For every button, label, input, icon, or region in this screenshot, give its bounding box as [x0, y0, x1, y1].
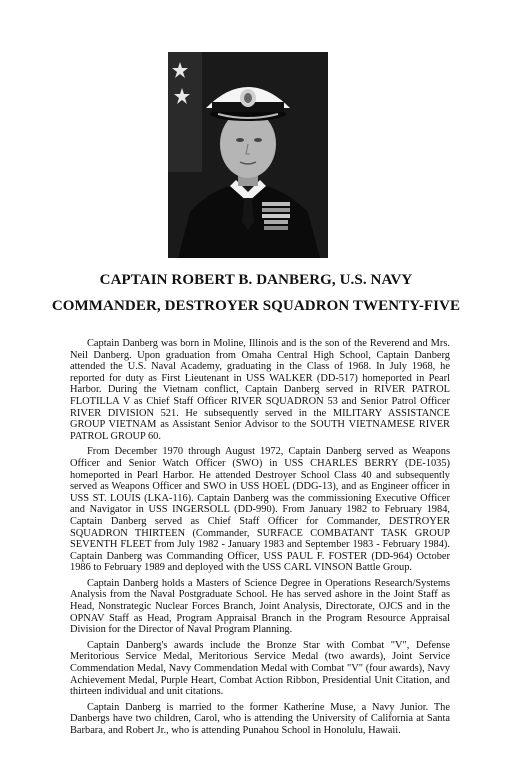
biography-body	[70, 338, 450, 741]
heading-name-line: CAPTAIN ROBERT B. DANBERG, U.S. NAVY	[99, 272, 413, 288]
paragraph-family: Captain Danberg is married to the former Katherine Muse, a Navy Junior. The Danbergs have two children, Carol, who is attending the University of California at Santa Barbara, and Robert Jr., who is attending Punahou School in Honolulu, Hawaii.	[70, 701, 450, 736]
paragraph-sea-duty: From December 1970 through August 1972, Captain Danberg served as Weapons Officer and Senior Watch Officer (SWO) in USS CHARLES BERRY (DE-1035) homeported in Pearl Harbor. He attended Destroyer School Class 40 and subsequently served as Weapons Officer and SWO in USS HOEL (DDG-13), and as Engineer officer in USS ST. LOUIS (LKA-116). Captain Danberg was the commissioning Executive Officer and Navigator in USS INGERSOLL (DD-990). From January 1982 to February 1984, Captain Danberg served as Chief Staff Officer for Commander, DESTROYER SQUADRON THIRTEEN (Commander, SURFACE COMBATANT TASK GROUP SEVENTH FLEET from July 1982 - January 1983 and September 1983 - February 1984). Captain Danberg was Commanding Officer, USS PAUL F. FOSTER (DD-964) October 1986 to February 1989 and deployed with the USS CARL VINSON Battle Group.	[70, 446, 450, 574]
heading-position-line: COMMANDER, DESTROYER SQUADRON TWENTY-FIVE	[51, 298, 461, 314]
portrait-photo	[168, 52, 328, 258]
paragraph-awards: Captain Danberg's awards include the Bronze Star with Combat "V", Defense Meritorious Service Medal, Meritorious Service Medal (two awards), Joint Service Commendation Medal, Navy Commendation Medal with Combat "V" (four awards), Navy Achievement Medal, Purple Heart, Combat Action Ribbon, Presidential Unit Citation, and thirteen individual and unit citations.	[70, 639, 450, 698]
paragraph-education-shore-duty: Captain Danberg holds a Masters of Science Degree in Operations Research/Systems Analysis from the Naval Postgraduate School. He has served ashore in the Joint Staff as Head, Nonstrategic Nuclear Forces Branch, Joint Analysis, Directorate, OJCS and in the OPNAV Staff as Head, Program Appraisal Branch in the Program Resource Appraisal Division for the Director of Naval Program Planning.	[70, 577, 450, 636]
paragraph-early-life: Captain Danberg was born in Moline, Illinois and is the son of the Reverend and Mrs. Neil Danberg. Upon graduation from Omaha Central High School, Captain Danberg attended the U.S. Naval Academy, graduating in the Class of 1968. In July 1968, he reported for duty as First Lieutenant in USS WALKER (DD-517) homeported in Pearl Harbor. During the Vietnam conflict, Captain Danberg served in RIVER PATROL FLOTILLA V as Chief Staff Officer RIVER SQUADRON 53 and Senior Patrol Officer RIVER DIVISION 521. He subsequently served in the MILITARY ASSISTANCE GROUP VIETNAM as Assistant Senior Advisor to the SOUTH VIETNAMESE RIVER PATROL GROUP 60.	[70, 338, 450, 442]
